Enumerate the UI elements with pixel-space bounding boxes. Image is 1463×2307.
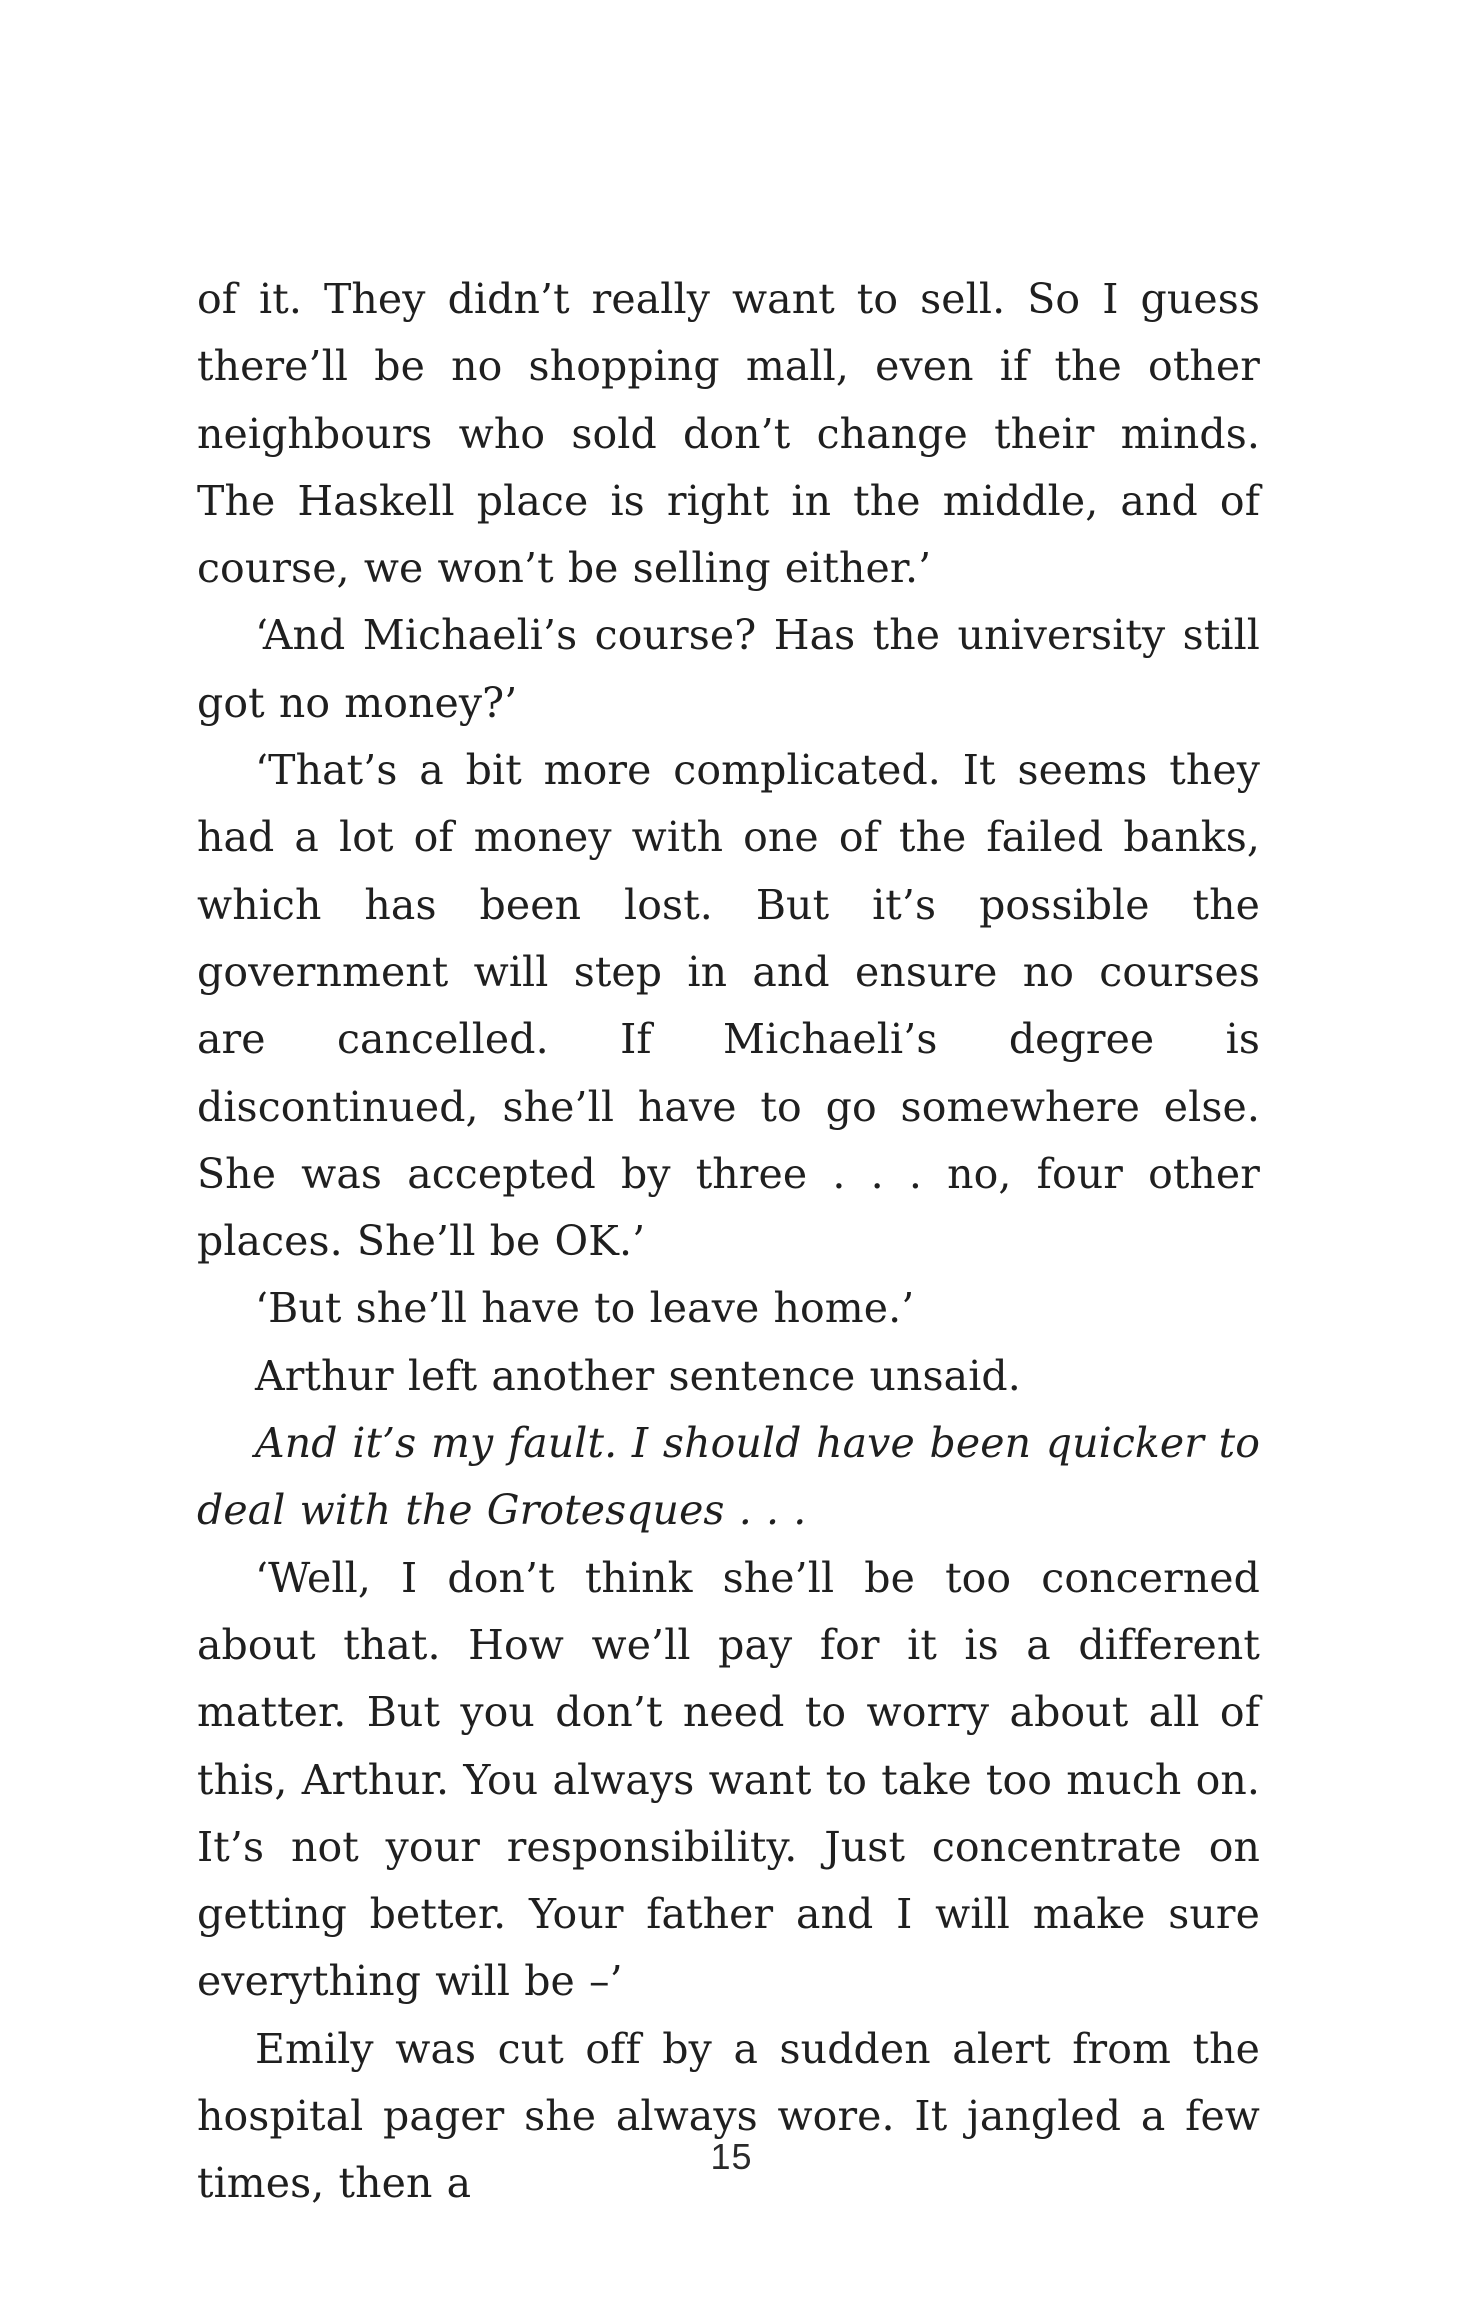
paragraph-8: Emily was cut off by a sudden alert from the hospital pager she always wore. It jangled a few times, then a	[197, 2024, 1260, 2208]
paragraph-2: ‘And Michaeli’s course? Has the university still got no money?’	[197, 611, 1260, 727]
paragraph-7: ‘Well, I don’t think she’ll be too concerned about that. How we’ll pay for it is a different matter. But you don’t need to worry about all of this, Arthur. You always want to take too much on. It’s not your responsibility. Just concentrate on getting better. Your father and I will make sure everything will be –’	[197, 1553, 1260, 2006]
page-number: 15	[710, 2136, 753, 2177]
paragraph-5: Arthur left another sentence unsaid.	[255, 1351, 1021, 1400]
paragraph-6-italic-thought: And it’s my fault. I should have been quicker to deal with the Grotesques . . .	[197, 1419, 1260, 1535]
body-text	[197, 266, 1260, 2218]
paragraph-3: ‘That’s a bit more complicated. It seems they had a lot of money with one of the failed banks, which has been lost. But it’s possible the government will step in and ensure no courses are cancelled. If Michaeli’s degree is discontinued, she’ll have to go somewhere else. She was accepted by three . . . no, four other places. She’ll be OK.’	[197, 746, 1260, 1266]
paragraph-4: ‘But she’ll have to leave home.’	[255, 1284, 915, 1333]
paragraph-1: of it. They didn’t really want to sell. So I guess there’ll be no shopping mall, even if the other neighbours who sold don’t change their minds. The Haskell place is right in the middle, and of course, we won’t be selling either.’	[197, 275, 1260, 593]
